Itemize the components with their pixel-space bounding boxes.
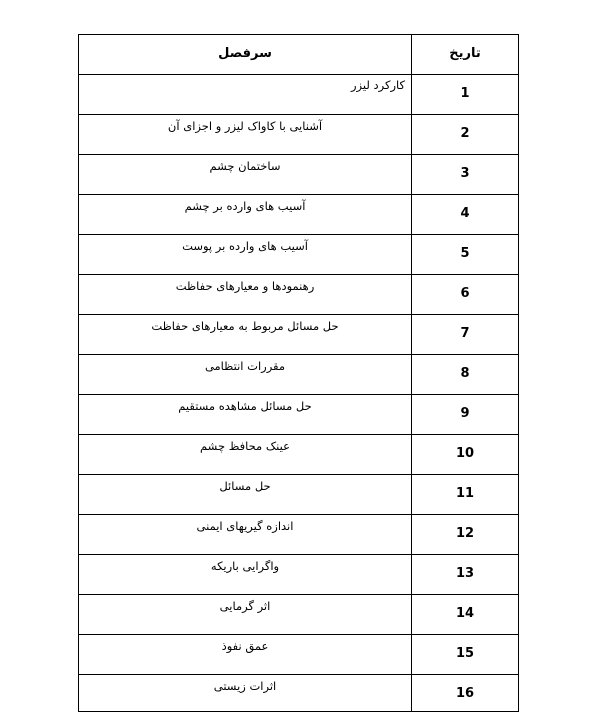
table-row: [79, 235, 519, 275]
table-row: [79, 675, 519, 712]
row-number: 7: [412, 315, 519, 355]
table-row: [79, 555, 519, 595]
table-row: [79, 155, 519, 195]
syllabus-table: [78, 34, 519, 712]
row-number: 1: [412, 75, 519, 115]
row-topic: عمق نفوذ: [79, 635, 412, 675]
row-number: 3: [412, 155, 519, 195]
row-number: 2: [412, 115, 519, 155]
row-topic: کارکرد لیزر: [79, 75, 412, 115]
table-row: [79, 75, 519, 115]
table-row: [79, 115, 519, 155]
table-row: [79, 595, 519, 635]
row-topic: رهنمودها و معیارهای حفاظت: [79, 275, 412, 315]
table-row: [79, 475, 519, 515]
header-date: تاریخ: [412, 35, 519, 75]
table-row: [79, 515, 519, 555]
row-number: 4: [412, 195, 519, 235]
table-row: [79, 355, 519, 395]
row-number: 15: [412, 635, 519, 675]
row-topic: مقررات انتظامی: [79, 355, 412, 395]
table-row: [79, 315, 519, 355]
table-row: [79, 395, 519, 435]
row-topic: اندازه گیریهای ایمنی: [79, 515, 412, 555]
table-row: [79, 195, 519, 235]
row-number: 14: [412, 595, 519, 635]
row-topic: حل مسائل مشاهده مستقیم: [79, 395, 412, 435]
row-topic: اثرات زیستی: [79, 675, 412, 712]
row-number: 10: [412, 435, 519, 475]
row-topic: آشنایی با کاواک لیزر و اجزای آن: [79, 115, 412, 155]
table-header-row: [79, 35, 519, 75]
row-topic: آسیب های وارده بر پوست: [79, 235, 412, 275]
header-topic: سرفصل: [79, 35, 412, 75]
row-topic: اثر گرمایی: [79, 595, 412, 635]
row-number: 13: [412, 555, 519, 595]
table-row: [79, 635, 519, 675]
row-number: 8: [412, 355, 519, 395]
row-topic: ساختمان چشم: [79, 155, 412, 195]
table-row: [79, 275, 519, 315]
row-topic: واگرایی باریکه: [79, 555, 412, 595]
row-topic: عینک محافظ چشم: [79, 435, 412, 475]
row-number: 5: [412, 235, 519, 275]
row-number: 11: [412, 475, 519, 515]
row-number: 12: [412, 515, 519, 555]
row-number: 9: [412, 395, 519, 435]
row-topic: حل مسائل مربوط به معیارهای حفاظت: [79, 315, 412, 355]
row-topic: آسیب های وارده بر چشم: [79, 195, 412, 235]
row-topic: حل مسائل: [79, 475, 412, 515]
row-number: 6: [412, 275, 519, 315]
table-row: [79, 435, 519, 475]
row-number: 16: [412, 675, 519, 712]
